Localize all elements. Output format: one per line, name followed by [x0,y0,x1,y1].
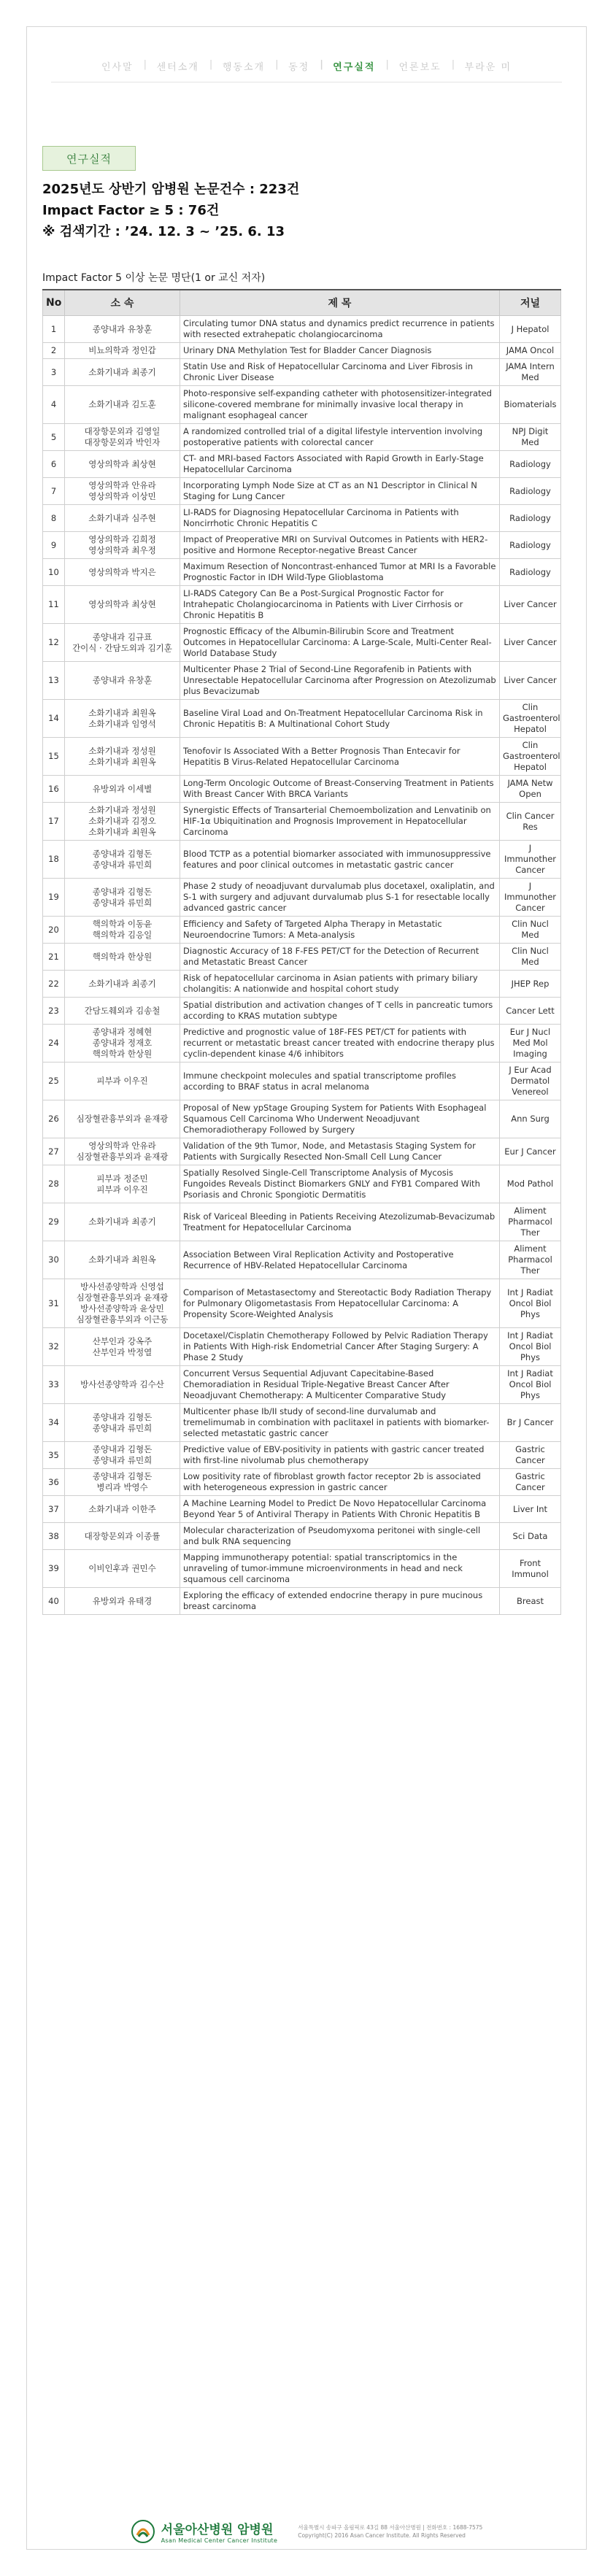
table-row [43,1404,561,1442]
top-nav [0,51,613,80]
row-affiliation: 대장항문외과 김영일 대장항문외과 박인자 [65,424,180,451]
row-title: Validation of the 9th Tumor, Node, and Metastasis Staging System for Patients with Surgically Resected Non-Small Cell Lung Cancer [180,1138,500,1165]
row-journal: Radiology [500,559,561,586]
row-affiliation: 종양내과 김형돈 종양내과 류민희 [65,841,180,879]
logo-text [161,2519,278,2544]
row-affiliation: 종양내과 김형돈 종양내과 류민희 [65,879,180,917]
row-journal: Clin Cancer Res [500,803,561,841]
row-number: 12 [43,624,65,662]
row-title: Tenofovir Is Associated With a Better Prognosis Than Entecavir for Hepatitis B Virus-Related Hepatocellular Carcinoma [180,738,500,776]
row-number: 36 [43,1469,65,1496]
row-title: Diagnostic Accuracy of 18 F-FES PET/CT for the Detection of Recurrent and Metastatic Breast Cancer [180,944,500,971]
row-journal: JAMA Oncol [500,343,561,359]
row-number: 22 [43,971,65,998]
table-row [43,1496,561,1523]
row-number: 19 [43,879,65,917]
row-number: 7 [43,478,65,505]
row-title: Immune checkpoint molecules and spatial transcriptome profiles according to BRAF status in acral melanoma [180,1063,500,1100]
row-affiliation: 영상의학과 안유라 심장혈관흉부외과 윤재광 [65,1138,180,1165]
row-journal: J Immunother Cancer [500,841,561,879]
row-journal: Clin Gastroenterol Hepatol [500,738,561,776]
row-title: Baseline Viral Load and On-Treatment Hepatocellular Carcinoma Risk in Chronic Hepatitis B: A Multinational Cohort Study [180,700,500,738]
row-number: 35 [43,1442,65,1469]
section-tag: 연구실적 [42,146,136,171]
row-title: Circulating tumor DNA status and dynamics predict recurrence in patients with resected extrahepatic cholangiocarcinoma [180,316,500,343]
table-row [43,971,561,998]
row-affiliation: 영상의학과 안유라 영상의학과 이상민 [65,478,180,505]
row-number: 17 [43,803,65,841]
row-title: Predictive and prognostic value of 18F-FES PET/CT for patients with recurrent or metastatic breast cancer treated with endocrine therapy plus cyclin-dependent kinase 4/6 inhibitors [180,1025,500,1063]
row-number: 21 [43,944,65,971]
row-journal: Eur J Cancer [500,1138,561,1165]
row-journal: Aliment Pharmacol Ther [500,1241,561,1279]
table-row [43,1366,561,1404]
logo-sub-ko: 암병원 [237,2523,274,2537]
row-journal: JHEP Rep [500,971,561,998]
row-number: 1 [43,316,65,343]
row-number: 32 [43,1328,65,1366]
row-number: 23 [43,998,65,1025]
table-row [43,478,561,505]
row-journal: Ann Surg [500,1100,561,1138]
row-title: Docetaxel/Cisplatin Chemotherapy Followed by Pelvic Radiation Therapy in Patients With High-risk Endometrial Cancer After Staging Surgery: A Phase 2 Study [180,1328,500,1366]
row-affiliation: 이비인후과 권민수 [65,1550,180,1588]
row-journal: Gastric Cancer [500,1469,561,1496]
row-journal: Int J Radiat Oncol Biol Phys [500,1366,561,1404]
table-row [43,424,561,451]
list-caption: Impact Factor 5 이상 논문 명단(1 or 교신 저자) [42,272,266,284]
summary-search-period: ※ 검색기간 : ’24. 12. 3 ~ ’25. 6. 13 [42,224,285,239]
nav-item[interactable]: | 연구실적 [321,59,387,73]
row-number: 26 [43,1100,65,1138]
row-title: Risk of hepatocellular carcinoma in Asian patients with primary biliary cholangitis: A nationwide and hospital cohort study [180,971,500,998]
row-title: Multicenter Phase 2 Trial of Second-Line Regorafenib in Patients with Unresectable Hepatocellular Carcinoma after Progression on Atezolizumab plus Bevacizumab [180,662,500,700]
row-journal: Cancer Lett [500,998,561,1025]
row-affiliation: 종양내과 김형돈 병리과 박영수 [65,1469,180,1496]
row-title: Prognostic Efficacy of the Albumin-Bilirubin Score and Treatment Outcomes in Hepatocellular Carcinoma: A Large-Scale, Multi-Center Real-World Database Study [180,624,500,662]
nav-item[interactable]: 인사말 [101,61,134,73]
row-number: 27 [43,1138,65,1165]
row-title: Spatial distribution and activation changes of T cells in pancreatic tumors according to KRAS mutation subtype [180,998,500,1025]
nav-item[interactable]: | 부라운 미 [453,59,523,73]
row-number: 33 [43,1366,65,1404]
table-row [43,532,561,559]
table-row [43,776,561,803]
header-journal: 저널 [500,290,561,316]
row-title: Low positivity rate of fibroblast growth factor receptor 2b is associated with heterogeneous expression in gastric cancer [180,1469,500,1496]
row-number: 30 [43,1241,65,1279]
row-affiliation: 소화기내과 최종기 [65,971,180,998]
summary-impact-factor: Impact Factor ≥ 5 : 76건 [42,203,220,218]
row-journal: J Hepatol [500,316,561,343]
row-affiliation: 피부과 정준민 피부과 이우진 [65,1165,180,1203]
row-affiliation: 소화기내과 정성원 소화기내과 김정오 소화기내과 최원옥 [65,803,180,841]
logo-sub-en: Cancer Institute [227,2537,278,2544]
row-journal: JAMA Intern Med [500,359,561,386]
row-title: Impact of Preoperative MRI on Survival Outcomes in Patients with HER2-positive and Hormone Receptor-negative Breast Cancer [180,532,500,559]
row-journal: J Immunother Cancer [500,879,561,917]
table-row [43,505,561,532]
nav-item[interactable]: | 센터소개 [145,59,211,73]
row-title: Multicenter phase Ib/II study of second-line durvalumab and tremelimumab in combination with paclitaxel in patients with biomarker-selected metastatic gastric cancer [180,1404,500,1442]
table-row [43,1523,561,1550]
row-affiliation: 소화기내과 심주현 [65,505,180,532]
row-number: 6 [43,451,65,478]
table-row [43,1442,561,1469]
row-affiliation: 방사선종양학과 김수산 [65,1366,180,1404]
row-number: 11 [43,586,65,624]
row-affiliation: 비뇨의학과 정인갑 [65,343,180,359]
row-title: Maximum Resection of Noncontrast-enhanced Tumor at MRI Is a Favorable Prognostic Factor in IDH Wild-Type Glioblastoma [180,559,500,586]
row-title: Exploring the efficacy of extended endocrine therapy in pure mucinous breast carcinoma [180,1588,500,1615]
row-title: Photo-responsive self-expanding catheter with photosensitizer-integrated silicone-covered membrane for minimally invasive local therapy in malignant esophageal cancer [180,386,500,424]
table-row [43,1279,561,1328]
row-affiliation: 소화기내과 최종기 [65,1203,180,1241]
row-number: 14 [43,700,65,738]
nav-item[interactable]: | 행동소개 [211,59,277,73]
row-journal: Breast [500,1588,561,1615]
row-title: Synergistic Effects of Transarterial Chemoembolization and Lenvatinib on HIF-1α Ubiquitination and Prognosis Improvement in Hepatocellular Carcinoma [180,803,500,841]
row-affiliation: 유방외과 유태경 [65,1588,180,1615]
row-title: Phase 2 study of neoadjuvant durvalumab plus docetaxel, oxaliplatin, and S-1 with surgery and adjuvant durvalumab plus S-1 for resectable locally advanced gastric cancer [180,879,500,917]
row-journal: Sci Data [500,1523,561,1550]
header-title: 제 목 [180,290,500,316]
table-row [43,1063,561,1100]
row-affiliation: 간담도췌외과 김송철 [65,998,180,1025]
table-row [43,1025,561,1063]
table-row [43,1588,561,1615]
row-title: LI-RADS Category Can Be a Post-Surgical Prognostic Factor for Intrahepatic Cholangiocarcinoma in Patients with Liver Cirrhosis or Chronic Hepatitis B [180,586,500,624]
row-number: 15 [43,738,65,776]
row-number: 16 [43,776,65,803]
row-affiliation: 소화기내과 최원옥 [65,1241,180,1279]
row-journal: Liver Cancer [500,662,561,700]
table-row [43,624,561,662]
row-title: A randomized controlled trial of a digital lifestyle intervention involving postoperative patients with colorectal cancer [180,424,500,451]
row-affiliation: 소화기내과 정성원 소화기내과 최원옥 [65,738,180,776]
row-affiliation: 대장항문외과 이종률 [65,1523,180,1550]
row-number: 10 [43,559,65,586]
header-affiliation: 소 속 [65,290,180,316]
row-number: 28 [43,1165,65,1203]
row-number: 24 [43,1025,65,1063]
row-affiliation: 소화기내과 최원옥 소화기내과 임영석 [65,700,180,738]
row-affiliation: 심장혈관흉부외과 윤재광 [65,1100,180,1138]
row-affiliation: 소화기내과 김도훈 [65,386,180,424]
row-number: 18 [43,841,65,879]
row-title: Statin Use and Risk of Hepatocellular Carcinoma and Liver Fibrosis in Chronic Liver Disease [180,359,500,386]
row-affiliation: 핵의학과 한상원 [65,944,180,971]
row-affiliation: 방사선종양학과 신영섭 심장혈관흉부외과 윤재광 방사선종양학과 윤상민 심장혈관흉부외과 이근동 [65,1279,180,1328]
table-row [43,1241,561,1279]
row-journal: Aliment Pharmacol Ther [500,1203,561,1241]
row-number: 9 [43,532,65,559]
row-title: Association Between Viral Replication Activity and Postoperative Recurrence of HBV-Related Hepatocellular Carcinoma [180,1241,500,1279]
row-affiliation: 영상의학과 최상현 [65,586,180,624]
row-affiliation: 종양내과 유창훈 [65,316,180,343]
row-journal: Biomaterials [500,386,561,424]
row-journal: Int J Radiat Oncol Biol Phys [500,1279,561,1328]
row-title: Mapping immunotherapy potential: spatial transcriptomics in the unraveling of tumor-immune microenvironments in head and neck squamous cell carcinoma [180,1550,500,1588]
row-journal: Radiology [500,451,561,478]
table-row [43,359,561,386]
row-title: Proposal of New ypStage Grouping System for Patients With Esophageal Squamous Cell Carcinoma Who Underwent Neoadjuvant Chemoradiotherapy Followed by Surgery [180,1100,500,1138]
nav-item[interactable]: | 언론보도 [387,59,452,73]
asan-logo-icon [131,2519,155,2544]
header-no: No [43,290,65,316]
row-number: 29 [43,1203,65,1241]
summary-block [42,179,299,242]
row-title: CT- and MRI-based Factors Associated with Rapid Growth in Early-Stage Hepatocellular Carcinoma [180,451,500,478]
row-affiliation: 핵의학과 이동윤 핵의학과 김응일 [65,917,180,944]
table-row [43,1203,561,1241]
footer [0,2513,613,2550]
row-title: Predictive value of EBV-positivity in patients with gastric cancer treated with first-line nivolumab plus chemotherapy [180,1442,500,1469]
table-header-row [43,290,561,316]
row-number: 2 [43,343,65,359]
row-number: 4 [43,386,65,424]
table-row [43,386,561,424]
row-journal: Eur J Nucl Med Mol Imaging [500,1025,561,1063]
row-title: Efficiency and Safety of Targeted Alpha Therapy in Metastatic Neuroendocrine Tumors: A Meta-analysis [180,917,500,944]
row-title: Urinary DNA Methylation Test for Bladder Cancer Diagnosis [180,343,500,359]
table-row [43,1165,561,1203]
table-row [43,879,561,917]
row-title: Concurrent Versus Sequential Adjuvant Capecitabine-Based Chemoradiation in Residual Triple-Negative Breast Cancer After Neoadjuvant Chemotherapy: A Multicenter Comparative Study [180,1366,500,1404]
row-journal: Front Immunol [500,1550,561,1588]
row-journal: Radiology [500,478,561,505]
table-row [43,738,561,776]
row-affiliation: 종양내과 김형돈 종양내과 류민희 [65,1404,180,1442]
row-number: 25 [43,1063,65,1100]
row-affiliation: 피부과 이우진 [65,1063,180,1100]
row-affiliation: 영상의학과 김희정 영상의학과 최우정 [65,532,180,559]
papers-table [42,289,561,1615]
row-number: 38 [43,1523,65,1550]
row-journal: JAMA Netw Open [500,776,561,803]
footer-address: 서울특별시 송파구 올림픽로 43길 88 서울아산병원 | 전화번호 : 1688-7575 [298,2524,483,2531]
row-journal: Clin Gastroenterol Hepatol [500,700,561,738]
logo-name-en: Asan Medical Center [161,2537,225,2544]
row-journal: Radiology [500,505,561,532]
table-row [43,1138,561,1165]
hospital-logo [131,2519,278,2544]
row-number: 40 [43,1588,65,1615]
row-journal: Liver Cancer [500,586,561,624]
table-row [43,917,561,944]
table-row [43,559,561,586]
row-journal: Liver Int [500,1496,561,1523]
footer-info [298,2523,482,2540]
row-number: 5 [43,424,65,451]
row-number: 37 [43,1496,65,1523]
row-number: 20 [43,917,65,944]
row-affiliation: 영상의학과 최상현 [65,451,180,478]
table-row [43,841,561,879]
table-row [43,1328,561,1366]
row-title: A Machine Learning Model to Predict De Novo Hepatocellular Carcinoma Beyond Year 5 of Antiviral Therapy in Patients With Chronic Hepatitis B [180,1496,500,1523]
row-title: Comparison of Metastasectomy and Stereotactic Body Radiation Therapy for Pulmonary Oligometastasis From Hepatocellular Carcinoma: A Propensity Score-Weighted Analysis [180,1279,500,1328]
table-row [43,1469,561,1496]
table-row [43,1550,561,1588]
table-row [43,586,561,624]
table-row [43,343,561,359]
row-journal: Clin Nucl Med [500,944,561,971]
row-journal: J Eur Acad Dermatol Venereol [500,1063,561,1100]
footer-copyright: Copyright(C) 2016 Asan Cancer Institute. All Rights Reserved [298,2532,466,2539]
row-number: 8 [43,505,65,532]
row-number: 39 [43,1550,65,1588]
row-journal: NPJ Digit Med [500,424,561,451]
row-title: Blood TCTP as a potential biomarker associated with immunosuppressive features and poor clinical outcomes in metastatic gastric cancer [180,841,500,879]
row-affiliation: 종양내과 정혜현 종양내과 정재호 핵의학과 한상원 [65,1025,180,1063]
row-title: LI-RADS for Diagnosing Hepatocellular Carcinoma in Patients with Noncirrhotic Chronic Hepatitis C [180,505,500,532]
table-row [43,1100,561,1138]
table-row [43,998,561,1025]
row-title: Spatially Resolved Single-Cell Transcriptome Analysis of Mycosis Fungoides Reveals Distinct Biomarkers GNLY and FYB1 Compared With Psoriasis and Chronic Spongiotic Dermatitis [180,1165,500,1203]
row-affiliation: 소화기내과 이한주 [65,1496,180,1523]
row-journal: Gastric Cancer [500,1442,561,1469]
row-title: Molecular characterization of Pseudomyxoma peritonei with single-cell and bulk RNA sequencing [180,1523,500,1550]
row-journal: Mod Pathol [500,1165,561,1203]
nav-item[interactable]: | 동정 [277,59,321,73]
row-title: Risk of Variceal Bleeding in Patients Receiving Atezolizumab-Bevacizumab Treatment for Hepatocellular Carcinoma [180,1203,500,1241]
row-journal: Radiology [500,532,561,559]
row-title: Long-Term Oncologic Outcome of Breast-Conserving Treatment in Patients With Breast Cancer With BRCA Variants [180,776,500,803]
row-affiliation: 산부인과 강옥주 산부인과 박정열 [65,1328,180,1366]
row-number: 13 [43,662,65,700]
row-journal: Liver Cancer [500,624,561,662]
row-affiliation: 종양내과 김규표 간이식 · 간담도외과 김기훈 [65,624,180,662]
row-affiliation: 소화기내과 최종기 [65,359,180,386]
row-number: 31 [43,1279,65,1328]
row-journal: Clin Nucl Med [500,917,561,944]
table-row [43,662,561,700]
summary-paper-count: 2025년도 상반기 암병원 논문건수 : 223건 [42,182,300,197]
logo-name-ko: 서울아산병원 [161,2523,234,2537]
row-journal: Br J Cancer [500,1404,561,1442]
row-number: 3 [43,359,65,386]
row-affiliation: 유방외과 이세별 [65,776,180,803]
table-row [43,803,561,841]
row-title: Incorporating Lymph Node Size at CT as an N1 Descriptor in Clinical N Staging for Lung Cancer [180,478,500,505]
row-affiliation: 종양내과 유창훈 [65,662,180,700]
table-row [43,316,561,343]
row-affiliation: 영상의학과 박지은 [65,559,180,586]
table-row [43,451,561,478]
row-journal: Int J Radiat Oncol Biol Phys [500,1328,561,1366]
row-affiliation: 종양내과 김형돈 종양내과 류민희 [65,1442,180,1469]
table-row [43,944,561,971]
table-row [43,700,561,738]
row-number: 34 [43,1404,65,1442]
